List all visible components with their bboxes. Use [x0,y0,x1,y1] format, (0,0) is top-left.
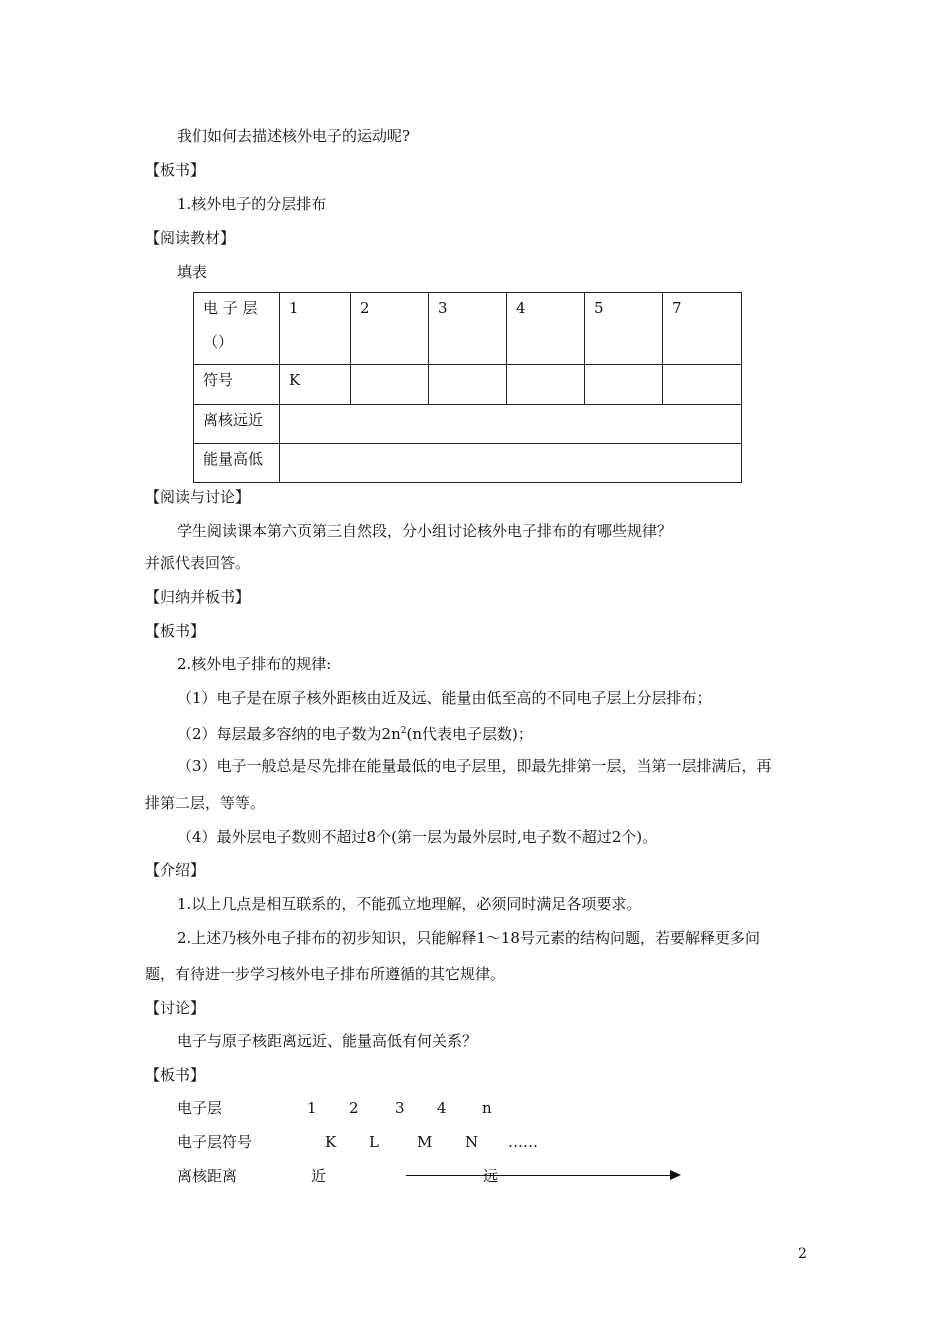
board-value: …… [508,1133,538,1151]
intro-point-2: 2.上述乃核外电子排布的初步知识，只能解释1～18号元素的结构问题，若要解释更多问 [177,929,760,947]
board-1-item: 1.核外电子的分层排布 [177,195,327,213]
table-row [194,293,742,365]
table-cell [351,365,429,405]
heading-board-3: 【板书】 [145,1066,206,1084]
table-cell [280,444,742,483]
board-row-distance [0,1166,950,1186]
table-cell: K [280,365,351,405]
board-value: K [325,1133,337,1151]
board-row-label: 离核距离 [177,1167,238,1185]
table-cell: 4 [507,293,585,365]
intro-point-2-cont: 题，有待进一步学习核外电子排布所遵循的其它规律。 [145,965,506,983]
board-value: L [369,1133,379,1151]
intro-point-1: 1.以上几点是相互联系的，不能孤立地理解，必须同时满足各项要求。 [177,895,642,913]
rule-3: （3）电子一般总是尽先排在能量最低的电子层里，即最先排第一层，当第一层排满后，再 [177,757,772,775]
fill-table-label: 填表 [177,263,208,281]
intro-question: 我们如何去描述核外电子的运动呢? [177,127,411,145]
heading-discussion: 【讨论】 [145,999,206,1017]
layer-header-unit: （） [203,333,234,351]
distance-arrow-line [406,1175,672,1176]
table-row [194,444,742,483]
board-row-label: 电子层 [177,1099,223,1117]
table-cell [280,405,742,444]
board-row-electron-layer [0,1098,950,1118]
rule-2-text: （2）每层最多容纳的电子数为2n [177,725,401,743]
table-header-cell: 能量高低 [194,444,280,483]
table-cell [507,365,585,405]
discuss-paragraph: 学生阅读课本第六页第三自然段，分小组讨论核外电子排布的有哪些规律？ [177,522,673,540]
table-cell: 7 [663,293,742,365]
heading-summary: 【归纳并板书】 [145,588,251,606]
rule-2-superscript: 2 [400,726,407,736]
layer-header-label: 电 子 层 [203,299,258,317]
discuss-paragraph-cont: 并派代表回答。 [145,554,251,572]
rule-2-text-end: (n代表电子层数)； [406,725,533,743]
board-far-label: 远 [483,1167,499,1185]
board-value: M [417,1133,433,1151]
board-value: 3 [395,1099,405,1117]
board-row-layer-symbol [0,1132,950,1152]
table-header-cell: 离核远近 [194,405,280,444]
table-row [194,405,742,444]
board-near-label: 近 [311,1167,327,1185]
table-cell: 1 [280,293,351,365]
rules-title: 2.核外电子排布的规律: [177,655,332,673]
board-value: 2 [349,1099,359,1117]
table-cell [585,365,663,405]
heading-read-discuss: 【阅读与讨论】 [145,488,251,506]
heading-read-textbook: 【阅读教材】 [145,229,236,247]
rule-2 [177,721,533,744]
table-row [194,365,742,405]
rule-3-cont: 排第二层，等等。 [145,794,266,812]
table-cell [663,365,742,405]
table-cell: 5 [585,293,663,365]
heading-board-1: 【板书】 [145,161,206,179]
table-cell: 2 [351,293,429,365]
rule-4: （4）最外层电子数则不超过8个(第一层为最外层时,电子数不超过2个)。 [177,828,658,846]
table-header-cell: 符号 [194,365,280,405]
heading-board-2: 【板书】 [145,622,206,640]
discussion-question: 电子与原子核距离远近、能量高低有何关系？ [177,1032,478,1050]
board-row-label: 电子层符号 [177,1133,253,1151]
heading-introduction: 【介绍】 [145,861,206,879]
fill-in-table [193,292,742,483]
table-cell [429,365,507,405]
board-value: N [465,1133,479,1151]
board-value: 4 [437,1099,447,1117]
rule-1: （1）电子是在原子核外距核由近及远、能量由低至高的不同电子层上分层排布； [177,689,712,707]
table-header-cell [194,293,280,365]
page-number: 2 [798,1246,807,1262]
arrow-right-icon [670,1170,681,1180]
table-cell: 3 [429,293,507,365]
board-value: 1 [307,1099,317,1117]
board-value: n [482,1099,492,1117]
